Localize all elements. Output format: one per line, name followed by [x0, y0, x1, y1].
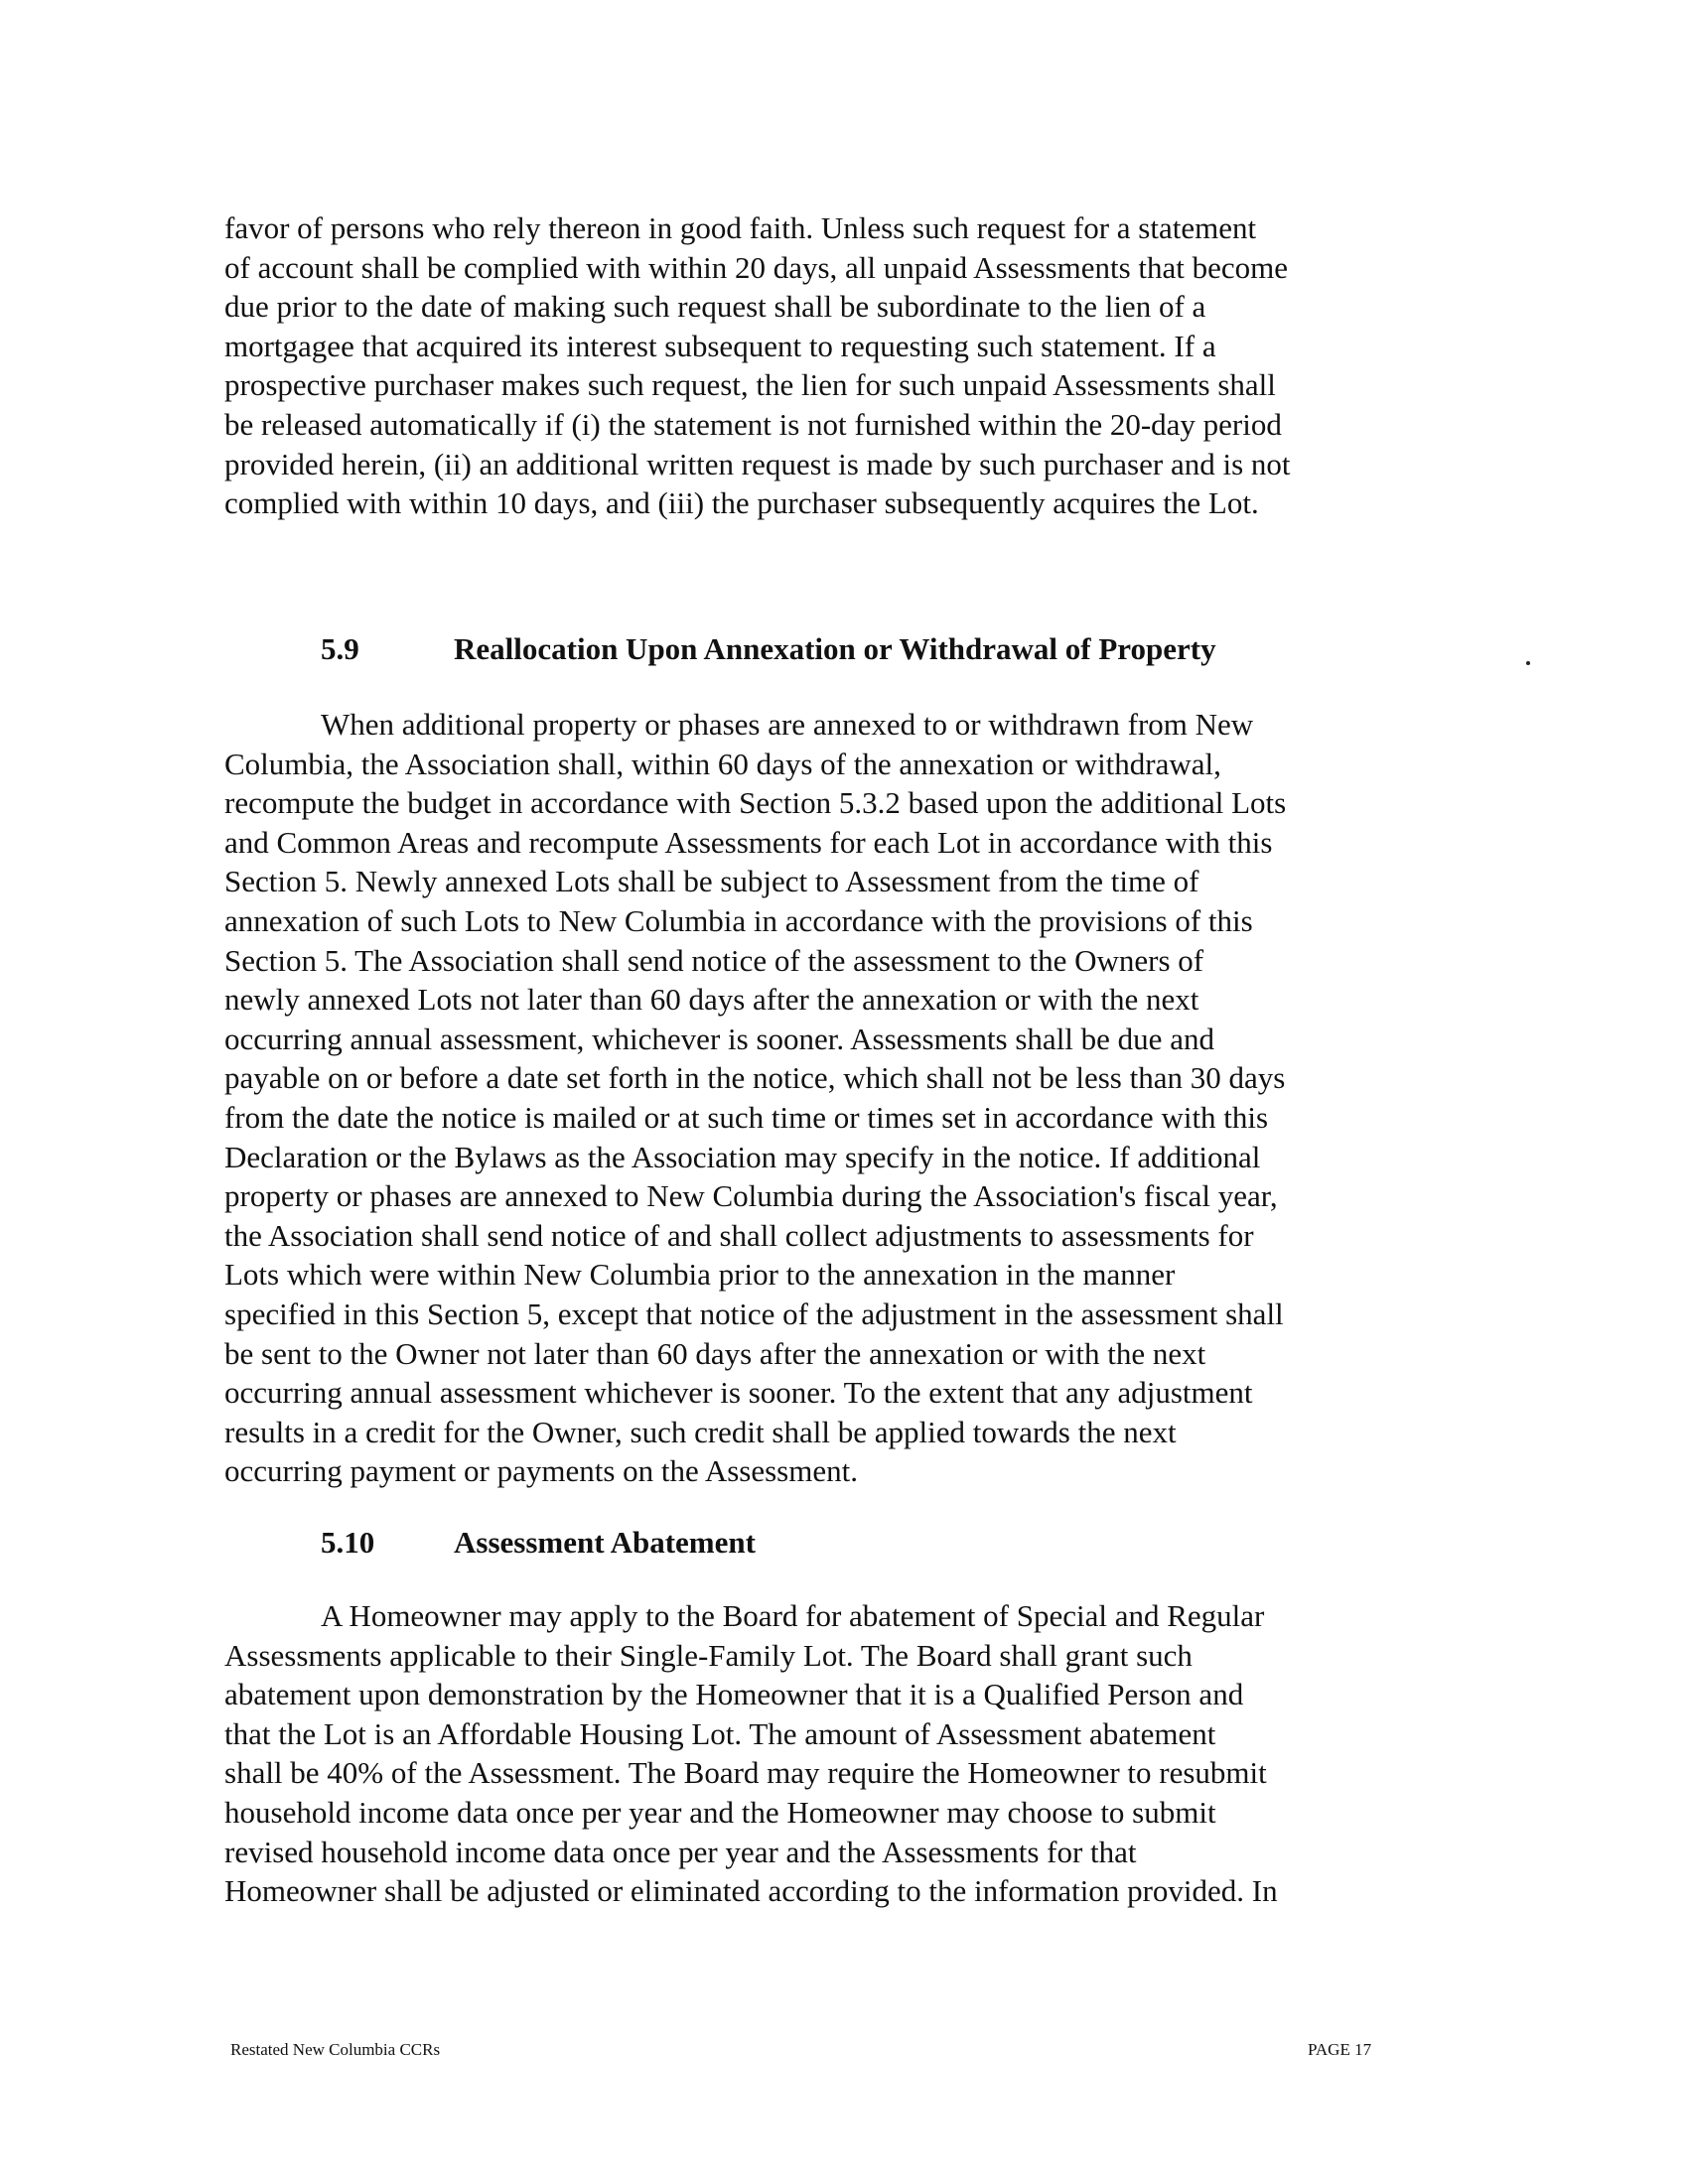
section-5-8-continuation	[224, 208, 1416, 523]
section-5-9-body	[224, 705, 1416, 1491]
section-number: 5.9	[321, 631, 359, 666]
text-line: recompute the budget in accordance with Section 5.3.2 based upon the additional Lots	[224, 785, 1287, 821]
text-line: mortgagee that acquired its interest subsequent to requesting such statement. If a	[224, 328, 1216, 363]
text-line: payable on or before a date set forth in the notice, which shall not be less than 30 days	[224, 1060, 1286, 1096]
section-title: Assessment Abatement	[454, 1525, 756, 1560]
footer-document-name: Restated New Columbia CCRs	[230, 2040, 441, 2059]
text-line: that the Lot is an Affordable Housing Lot. The amount of Assessment abatement	[224, 1715, 1216, 1751]
text-line: due prior to the date of making such request shall be subordinate to the lien of a	[224, 289, 1206, 325]
text-line: household income data once per year and the Homeowner may choose to submit	[224, 1794, 1216, 1830]
text-line: be released automatically if (i) the statement is not furnished within the 20-day period	[224, 406, 1282, 442]
text-line: occurring payment or payments on the Assessment.	[224, 1453, 858, 1489]
text-line: provided herein, (ii) an additional written request is made by such purchaser and is not	[224, 446, 1291, 481]
text-line: specified in this Section 5, except that notice of the adjustment in the assessment shall	[224, 1296, 1284, 1331]
text-line: revised household income data once per year and the Assessments for that	[224, 1834, 1137, 1869]
text-line: annexation of such Lots to New Columbia in accordance with the provisions of this	[224, 902, 1253, 938]
text-line: from the date the notice is mailed or at such time or times set in accordance with this	[224, 1099, 1269, 1135]
section-5-10-heading	[321, 1523, 756, 1563]
text-line: favor of persons who rely thereon in good faith. Unless such request for a statement	[224, 210, 1257, 245]
text-line: Assessments applicable to their Single-Family Lot. The Board shall grant such	[224, 1637, 1193, 1673]
text-line: shall be 40% of the Assessment. The Board may require the Homeowner to resubmit	[224, 1755, 1267, 1791]
text-line: Section 5. Newly annexed Lots shall be subject to Assessment from the time of	[224, 864, 1199, 899]
text-line: property or phases are annexed to New Columbia during the Association's fiscal year,	[224, 1178, 1278, 1214]
text-line: results in a credit for the Owner, such credit shall be applied towards the next	[224, 1414, 1177, 1449]
section-5-10-body	[224, 1596, 1416, 1911]
text-line: of account shall be complied with within 20 days, all unpaid Assessments that become	[224, 249, 1289, 285]
footer-page-number: PAGE 17	[1308, 2040, 1372, 2059]
text-line: Section 5. The Association shall send notice of the assessment to the Owners of	[224, 942, 1204, 978]
text-line: Homeowner shall be adjusted or eliminated according to the information provided. In	[224, 1873, 1278, 1909]
text-line: abatement upon demonstration by the Homeowner that it is a Qualified Person and	[224, 1677, 1244, 1712]
text-line: Columbia, the Association shall, within 60 days of the annexation or withdrawal,	[224, 746, 1221, 781]
text-line: occurring annual assessment, whichever is sooner. Assessments shall be due and	[224, 1021, 1214, 1056]
section-5-9-heading	[321, 629, 1216, 669]
text-line: the Association shall send notice of and shall collect adjustments to assessments for	[224, 1217, 1254, 1253]
text-line: Lots which were within New Columbia prior to the annexation in the manner	[224, 1257, 1176, 1293]
text-line: and Common Areas and recompute Assessments for each Lot in accordance with this	[224, 824, 1273, 860]
scan-speck	[1526, 661, 1530, 665]
text-line: Declaration or the Bylaws as the Association may specify in the notice. If additional	[224, 1139, 1261, 1174]
section-title: Reallocation Upon Annexation or Withdrawal of Property	[454, 631, 1216, 666]
text-line: A Homeowner may apply to the Board for abatement of Special and Regular	[321, 1598, 1265, 1633]
text-line: prospective purchaser makes such request, the lien for such unpaid Assessments shall	[224, 367, 1276, 403]
text-line: complied with within 10 days, and (iii) the purchaser subsequently acquires the Lot.	[224, 485, 1259, 521]
text-line: newly annexed Lots not later than 60 days after the annexation or with the next	[224, 982, 1199, 1018]
text-line: be sent to the Owner not later than 60 days after the annexation or with the next	[224, 1335, 1206, 1371]
text-line: occurring annual assessment whichever is sooner. To the extent that any adjustment	[224, 1375, 1253, 1411]
text-line: When additional property or phases are annexed to or withdrawn from New	[321, 707, 1254, 742]
section-number: 5.10	[321, 1525, 375, 1560]
